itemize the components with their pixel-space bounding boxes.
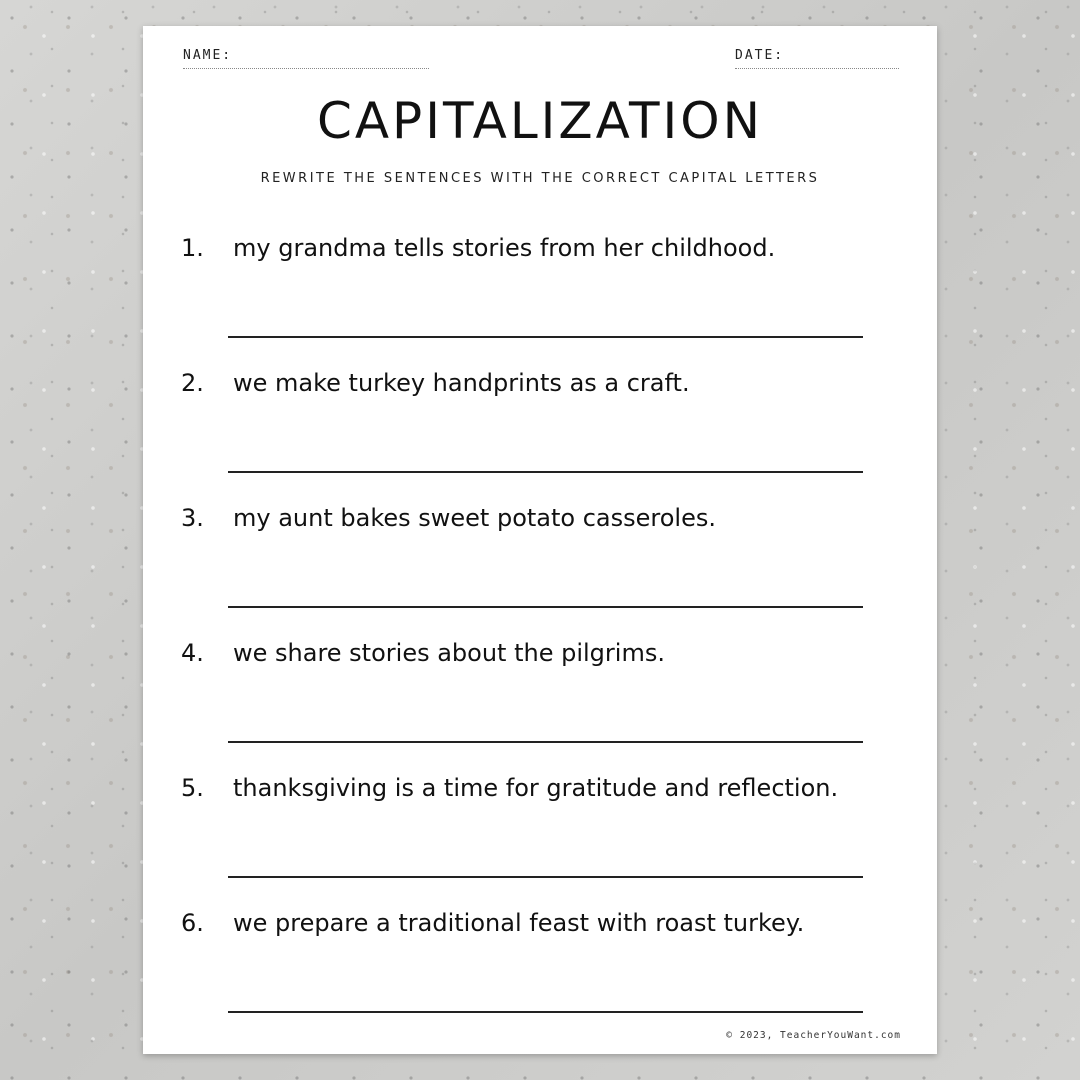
answer-line[interactable]: [228, 1011, 863, 1013]
question-number: 1.: [181, 234, 204, 262]
question-1: [143, 234, 937, 369]
question-3: [143, 504, 937, 639]
date-field[interactable]: [735, 68, 899, 69]
question-sentence: we prepare a traditional feast with roast turkey.: [233, 909, 805, 937]
question-number: 3.: [181, 504, 204, 532]
worksheet-instructions: REWRITE THE SENTENCES WITH THE CORRECT CAPITAL LETTERS: [260, 171, 820, 186]
question-2: [143, 369, 937, 504]
question-sentence: thanksgiving is a time for gratitude and reflection.: [233, 774, 839, 802]
question-number: 2.: [181, 369, 204, 397]
answer-line[interactable]: [228, 471, 863, 473]
worksheet-page: [143, 26, 937, 1054]
question-number: 4.: [181, 639, 204, 667]
question-6: [143, 909, 937, 1044]
copyright-footer: © 2023, TeacherYouWant.com: [726, 1030, 901, 1041]
answer-line[interactable]: [228, 876, 863, 878]
question-number: 5.: [181, 774, 204, 802]
question-sentence: we share stories about the pilgrims.: [233, 639, 665, 667]
question-number: 6.: [181, 909, 204, 937]
name-field[interactable]: [183, 68, 429, 69]
answer-line[interactable]: [228, 741, 863, 743]
worksheet-title: CAPITALIZATION: [316, 92, 764, 150]
question-4: [143, 639, 937, 774]
question-sentence: we make turkey handprints as a craft.: [233, 369, 690, 397]
question-5: [143, 774, 937, 909]
question-sentence: my grandma tells stories from her childhood.: [233, 234, 776, 262]
name-label: NAME:: [183, 48, 233, 63]
date-label: DATE:: [735, 48, 785, 63]
answer-line[interactable]: [228, 336, 863, 338]
question-sentence: my aunt bakes sweet potato casseroles.: [233, 504, 716, 532]
answer-line[interactable]: [228, 606, 863, 608]
